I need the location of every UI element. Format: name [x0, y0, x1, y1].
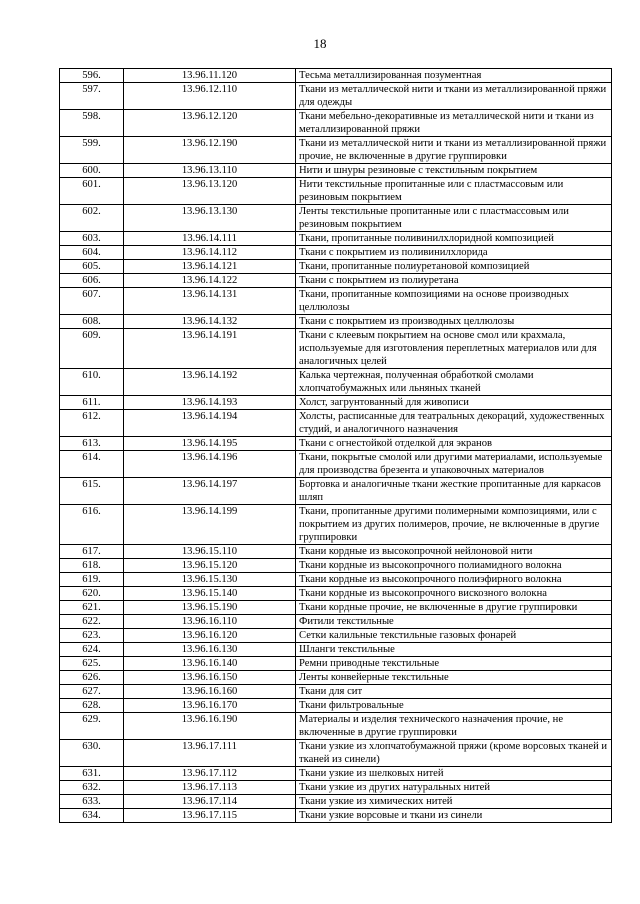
okpd-code-cell: 13.96.13.130	[124, 205, 296, 232]
table-row	[60, 288, 612, 315]
table-row	[60, 83, 612, 110]
product-name-cell: Ткани с огнестойкой отделкой для экранов	[296, 437, 612, 451]
table-row	[60, 587, 612, 601]
okpd-code-cell: 13.96.17.113	[124, 781, 296, 795]
product-name-cell: Тесьма металлизированная позументная	[296, 69, 612, 83]
okpd-code-cell: 13.96.14.191	[124, 329, 296, 369]
table-row	[60, 369, 612, 396]
table-row	[60, 232, 612, 246]
product-name-cell: Нити и шнуры резиновые с текстильным покрытием	[296, 164, 612, 178]
table-row	[60, 437, 612, 451]
table-row	[60, 643, 612, 657]
table-row	[60, 137, 612, 164]
product-name-cell: Ткани из металлической нити и ткани из металлизированной пряжи для одежды	[296, 83, 612, 110]
product-name-cell: Ткани узкие ворсовые и ткани из синели	[296, 809, 612, 823]
table-row	[60, 396, 612, 410]
product-name-cell: Ткани, пропитанные поливинилхлоридной композицией	[296, 232, 612, 246]
product-name-cell: Фитили текстильные	[296, 615, 612, 629]
row-number-cell: 634.	[60, 809, 124, 823]
table-row	[60, 329, 612, 369]
product-name-cell: Ткани мебельно-декоративные из металлической нити и ткани из металлизированной пряжи	[296, 110, 612, 137]
table-row	[60, 260, 612, 274]
row-number-cell: 610.	[60, 369, 124, 396]
okpd-code-cell: 13.96.14.131	[124, 288, 296, 315]
row-number-cell: 617.	[60, 545, 124, 559]
okpd-code-cell: 13.96.17.111	[124, 740, 296, 767]
table-row	[60, 545, 612, 559]
product-name-cell: Материалы и изделия технического назначения прочие, не включенные в другие группировки	[296, 713, 612, 740]
product-name-cell: Ткани, пропитанные полиуретановой композицией	[296, 260, 612, 274]
table-row	[60, 164, 612, 178]
row-number-cell: 597.	[60, 83, 124, 110]
okpd-code-cell: 13.96.16.130	[124, 643, 296, 657]
row-number-cell: 607.	[60, 288, 124, 315]
okpd-code-cell: 13.96.17.114	[124, 795, 296, 809]
row-number-cell: 601.	[60, 178, 124, 205]
table-row	[60, 699, 612, 713]
row-number-cell: 620.	[60, 587, 124, 601]
row-number-cell: 609.	[60, 329, 124, 369]
table-row	[60, 685, 612, 699]
row-number-cell: 629.	[60, 713, 124, 740]
okpd-code-cell: 13.96.12.110	[124, 83, 296, 110]
table-row	[60, 315, 612, 329]
page-number: 18	[313, 36, 327, 51]
product-name-cell: Ткани с покрытием из поливинилхлорида	[296, 246, 612, 260]
okpd-code-cell: 13.96.14.121	[124, 260, 296, 274]
product-name-cell: Ткани для сит	[296, 685, 612, 699]
table-row	[60, 478, 612, 505]
row-number-cell: 611.	[60, 396, 124, 410]
okpd-code-cell: 13.96.14.197	[124, 478, 296, 505]
okpd-code-cell: 13.96.16.190	[124, 713, 296, 740]
table-row	[60, 178, 612, 205]
table-row	[60, 274, 612, 288]
product-name-cell: Ткани с клеевым покрытием на основе смол или крахмала, используемые для изготовления переплетных материалов или для аналогичных целей	[296, 329, 612, 369]
okpd-code-cell: 13.96.17.112	[124, 767, 296, 781]
okpd-code-cell: 13.96.16.150	[124, 671, 296, 685]
okpd-code-cell: 13.96.14.192	[124, 369, 296, 396]
row-number-cell: 623.	[60, 629, 124, 643]
okpd-code-cell: 13.96.16.120	[124, 629, 296, 643]
row-number-cell: 614.	[60, 451, 124, 478]
product-name-cell: Холст, загрунтованный для живописи	[296, 396, 612, 410]
row-number-cell: 631.	[60, 767, 124, 781]
table-row	[60, 713, 612, 740]
table-row	[60, 69, 612, 83]
okpd-code-cell: 13.96.11.120	[124, 69, 296, 83]
product-name-cell: Ткани узкие из шелковых нитей	[296, 767, 612, 781]
product-name-cell: Ткани кордные из высокопрочного вискозного волокна	[296, 587, 612, 601]
table-row	[60, 657, 612, 671]
table-body	[60, 69, 612, 823]
table-row	[60, 505, 612, 545]
product-name-cell: Калька чертежная, полученная обработкой смолами хлопчатобумажных или льняных тканей	[296, 369, 612, 396]
product-name-cell: Ремни приводные текстильные	[296, 657, 612, 671]
table-row	[60, 410, 612, 437]
product-name-cell: Шланги текстильные	[296, 643, 612, 657]
row-number-cell: 628.	[60, 699, 124, 713]
row-number-cell: 606.	[60, 274, 124, 288]
okpd-code-cell: 13.96.14.193	[124, 396, 296, 410]
row-number-cell: 619.	[60, 573, 124, 587]
row-number-cell: 608.	[60, 315, 124, 329]
classification-table	[59, 68, 612, 823]
product-name-cell: Ткани узкие из других натуральных нитей	[296, 781, 612, 795]
table-row	[60, 767, 612, 781]
row-number-cell: 599.	[60, 137, 124, 164]
okpd-code-cell: 13.96.16.140	[124, 657, 296, 671]
product-name-cell: Ткани фильтровальные	[296, 699, 612, 713]
okpd-code-cell: 13.96.15.120	[124, 559, 296, 573]
row-number-cell: 618.	[60, 559, 124, 573]
okpd-code-cell: 13.96.16.110	[124, 615, 296, 629]
table-row	[60, 671, 612, 685]
okpd-code-cell: 13.96.14.112	[124, 246, 296, 260]
okpd-code-cell: 13.96.12.120	[124, 110, 296, 137]
product-name-cell: Ткани узкие из хлопчатобумажной пряжи (кроме ворсовых тканей и тканей из синели)	[296, 740, 612, 767]
row-number-cell: 625.	[60, 657, 124, 671]
row-number-cell: 622.	[60, 615, 124, 629]
okpd-code-cell: 13.96.14.199	[124, 505, 296, 545]
table-row	[60, 559, 612, 573]
table-row	[60, 451, 612, 478]
okpd-code-cell: 13.96.15.110	[124, 545, 296, 559]
product-name-cell: Ткани, пропитанные другими полимерными композициями, или с покрытием из других полимеров, прочие, не включенные в другие группировки	[296, 505, 612, 545]
row-number-cell: 633.	[60, 795, 124, 809]
okpd-code-cell: 13.96.15.130	[124, 573, 296, 587]
product-name-cell: Ткани узкие из химических нитей	[296, 795, 612, 809]
row-number-cell: 612.	[60, 410, 124, 437]
row-number-cell: 626.	[60, 671, 124, 685]
product-name-cell: Ткани с покрытием из производных целлюлозы	[296, 315, 612, 329]
table-row	[60, 573, 612, 587]
table-row	[60, 110, 612, 137]
row-number-cell: 604.	[60, 246, 124, 260]
product-name-cell: Ткани с покрытием из полиуретана	[296, 274, 612, 288]
row-number-cell: 624.	[60, 643, 124, 657]
row-number-cell: 602.	[60, 205, 124, 232]
table-row	[60, 246, 612, 260]
table-row	[60, 205, 612, 232]
okpd-code-cell: 13.96.14.111	[124, 232, 296, 246]
okpd-code-cell: 13.96.14.194	[124, 410, 296, 437]
okpd-code-cell: 13.96.14.196	[124, 451, 296, 478]
product-name-cell: Ткани кордные из высокопрочного полиамидного волокна	[296, 559, 612, 573]
table-row	[60, 795, 612, 809]
okpd-code-cell: 13.96.15.140	[124, 587, 296, 601]
row-number-cell: 632.	[60, 781, 124, 795]
product-name-cell: Ленты текстильные пропитанные или с пластмассовым или резиновым покрытием	[296, 205, 612, 232]
okpd-code-cell: 13.96.14.132	[124, 315, 296, 329]
okpd-code-cell: 13.96.12.190	[124, 137, 296, 164]
okpd-code-cell: 13.96.17.115	[124, 809, 296, 823]
product-name-cell: Ткани из металлической нити и ткани из металлизированной пряжи прочие, не включенные в другие группировки	[296, 137, 612, 164]
okpd-code-cell: 13.96.16.160	[124, 685, 296, 699]
product-name-cell: Нити текстильные пропитанные или с пластмассовым или резиновым покрытием	[296, 178, 612, 205]
row-number-cell: 596.	[60, 69, 124, 83]
product-name-cell: Холсты, расписанные для театральных декораций, художественных студий, и аналогичного назначения	[296, 410, 612, 437]
table-row	[60, 781, 612, 795]
product-name-cell: Бортовка и аналогичные ткани жесткие пропитанные для каркасов шляп	[296, 478, 612, 505]
product-name-cell: Ткани, пропитанные композициями на основе производных целлюлозы	[296, 288, 612, 315]
table-row	[60, 809, 612, 823]
product-name-cell: Ткани, покрытые смолой или другими материалами, используемые для производства брезента и упаковочных материалов	[296, 451, 612, 478]
row-number-cell: 605.	[60, 260, 124, 274]
product-name-cell: Сетки калильные текстильные газовых фонарей	[296, 629, 612, 643]
okpd-code-cell: 13.96.16.170	[124, 699, 296, 713]
okpd-code-cell: 13.96.13.120	[124, 178, 296, 205]
row-number-cell: 616.	[60, 505, 124, 545]
okpd-code-cell: 13.96.15.190	[124, 601, 296, 615]
row-number-cell: 598.	[60, 110, 124, 137]
row-number-cell: 627.	[60, 685, 124, 699]
row-number-cell: 600.	[60, 164, 124, 178]
okpd-code-cell: 13.96.14.195	[124, 437, 296, 451]
table-row	[60, 740, 612, 767]
row-number-cell: 613.	[60, 437, 124, 451]
okpd-code-cell: 13.96.14.122	[124, 274, 296, 288]
product-name-cell: Ленты конвейерные текстильные	[296, 671, 612, 685]
row-number-cell: 615.	[60, 478, 124, 505]
okpd-code-cell: 13.96.13.110	[124, 164, 296, 178]
table-row	[60, 629, 612, 643]
product-name-cell: Ткани кордные прочие, не включенные в другие группировки	[296, 601, 612, 615]
table-row	[60, 615, 612, 629]
product-name-cell: Ткани кордные из высокопрочной нейлоновой нити	[296, 545, 612, 559]
row-number-cell: 630.	[60, 740, 124, 767]
row-number-cell: 621.	[60, 601, 124, 615]
row-number-cell: 603.	[60, 232, 124, 246]
product-name-cell: Ткани кордные из высокопрочного полиэфирного волокна	[296, 573, 612, 587]
table-row	[60, 601, 612, 615]
